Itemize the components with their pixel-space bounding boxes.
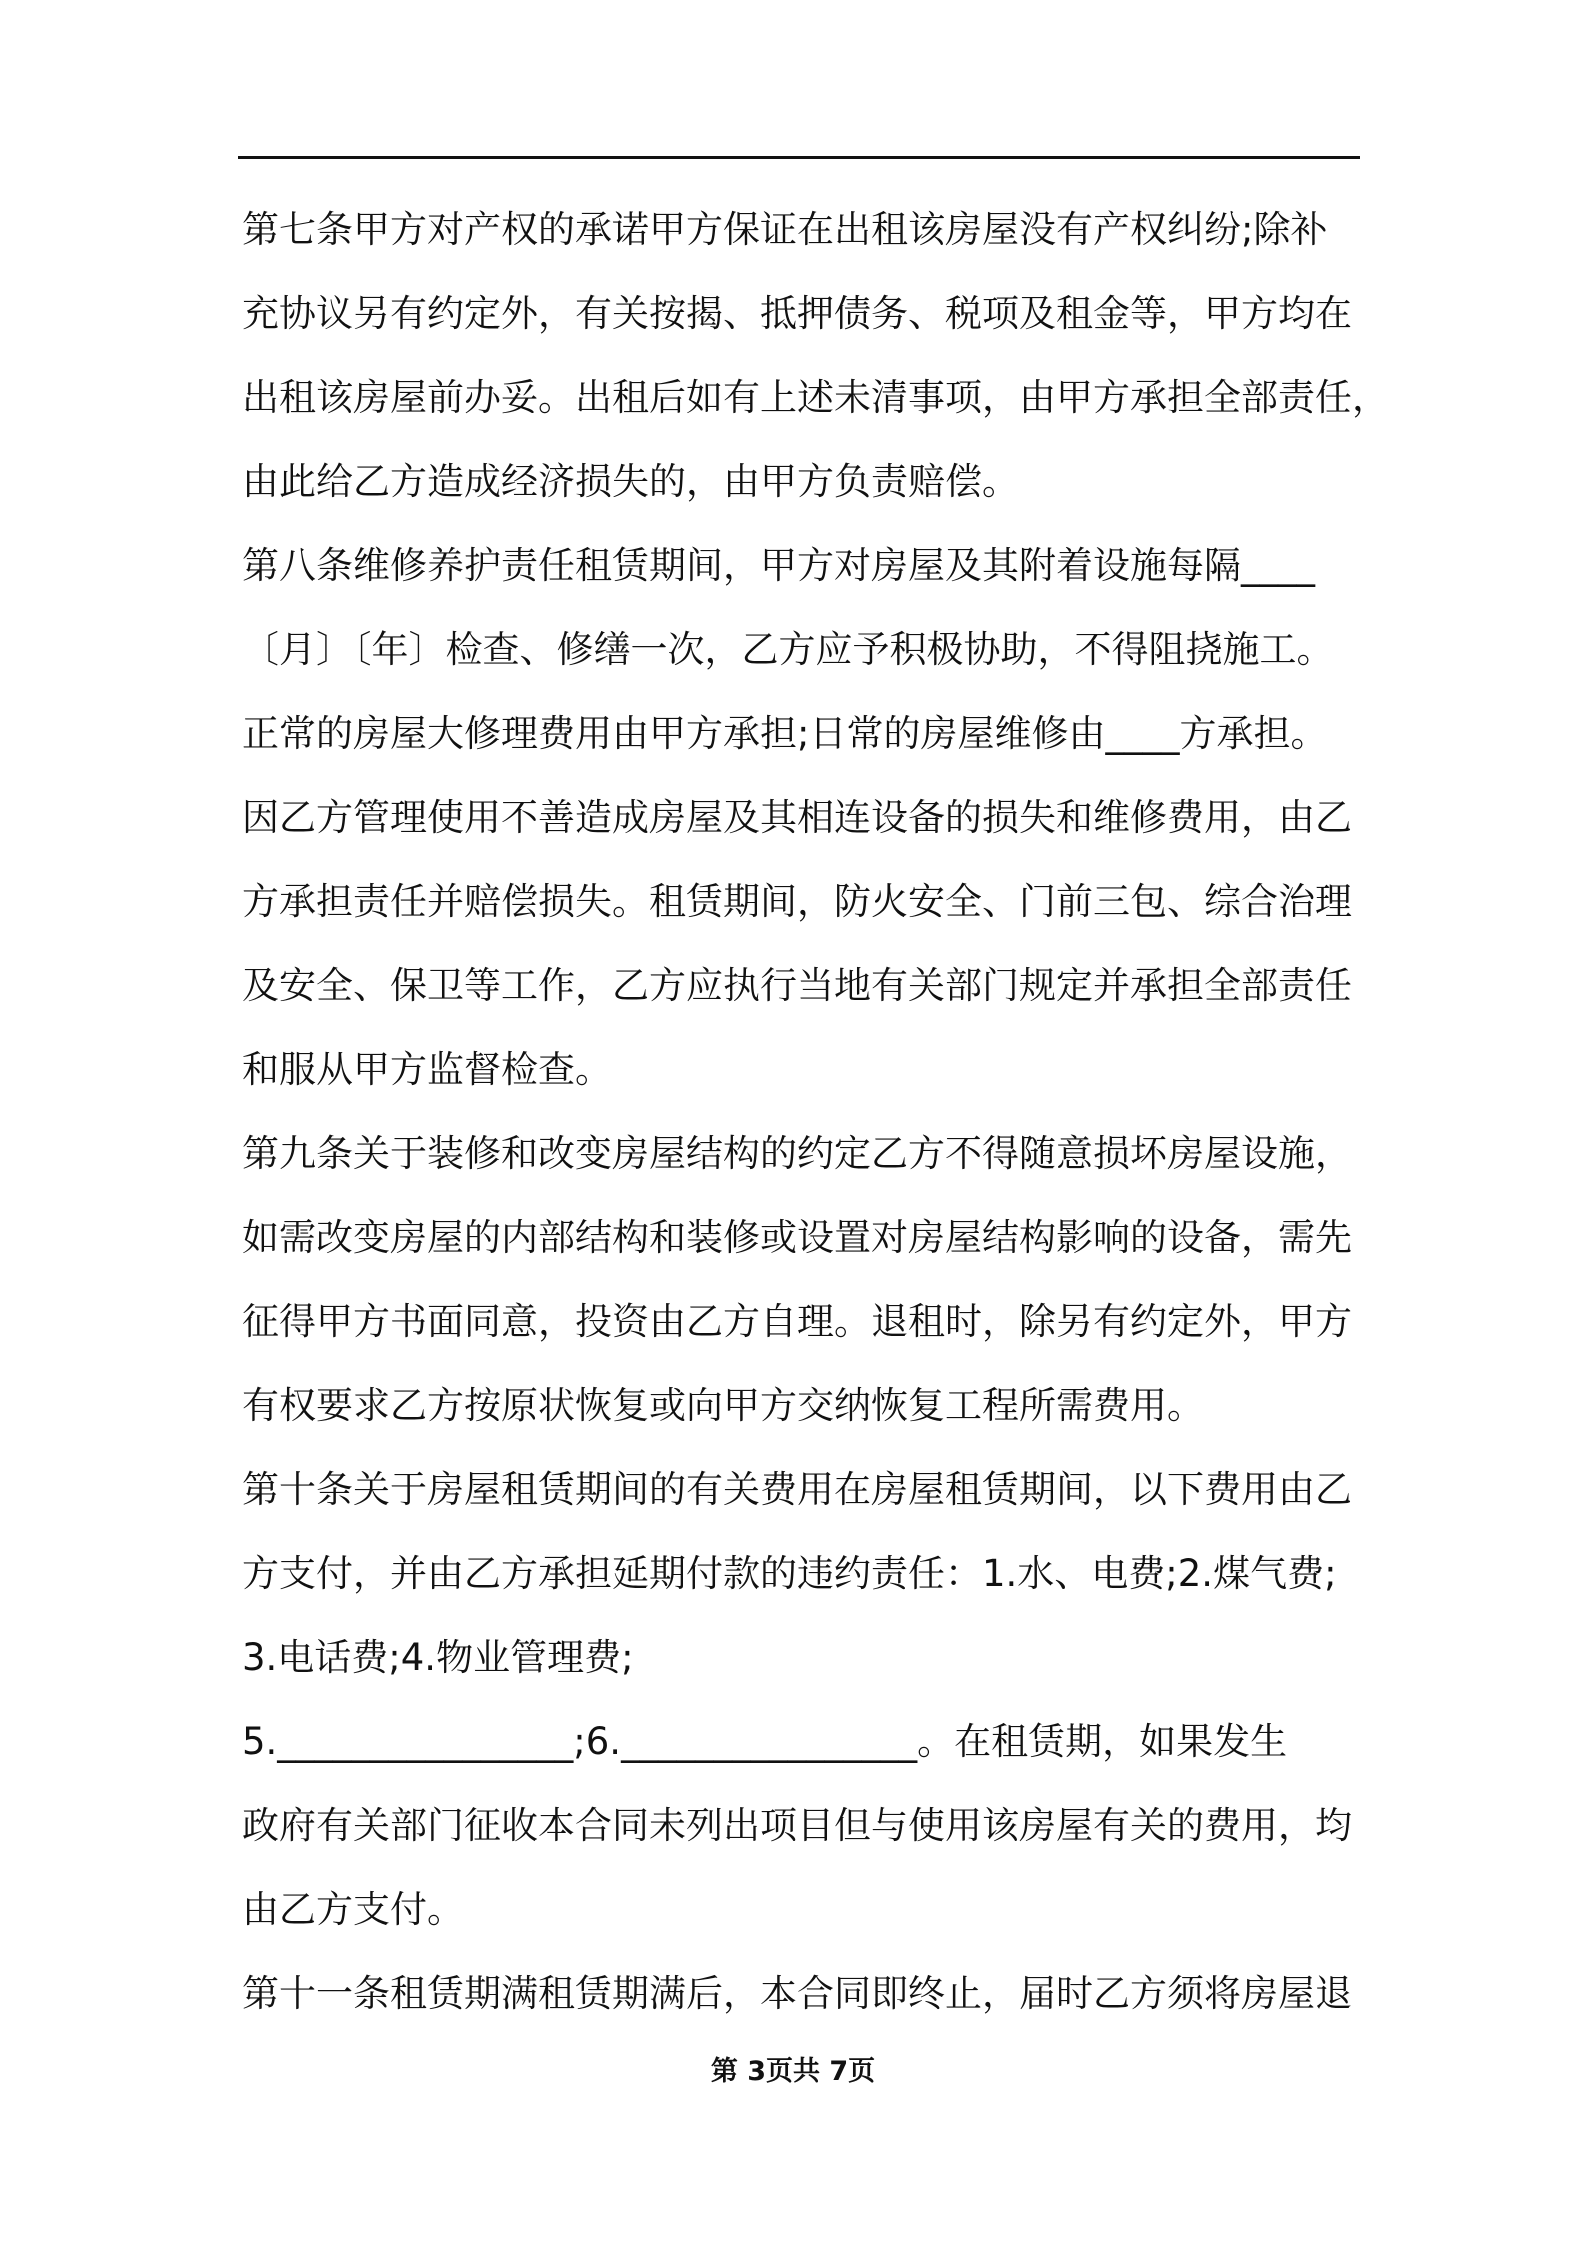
text-line: 由此给乙方造成经济损失的，由甲方负责赔偿。 bbox=[242, 460, 1019, 503]
document-body bbox=[242, 188, 1389, 2036]
text-line: 第十条关于房屋租赁期间的有关费用在房屋租赁期间，以下费用由乙 bbox=[242, 1468, 1352, 1511]
text-line: 政府有关部门征收本合同未列出项目但与使用该房屋有关的费用，均 bbox=[242, 1804, 1352, 1847]
text-line: 3.电话费;4.物业管理费; bbox=[242, 1636, 634, 1679]
text-line: 及安全、保卫等工作，乙方应执行当地有关部门规定并承担全部责任 bbox=[242, 964, 1352, 1007]
header-rule bbox=[238, 156, 1360, 159]
text-line: 如需改变房屋的内部结构和装修或设置对房屋结构影响的设备，需先 bbox=[242, 1216, 1352, 1259]
text-line: 和服从甲方监督检查。 bbox=[242, 1048, 612, 1091]
text-line: 第九条关于装修和改变房屋结构的约定乙方不得随意损坏房屋设施， bbox=[242, 1132, 1352, 1175]
text-line: 正常的房屋大修理费用由甲方承担;日常的房屋维修由____方承担。 bbox=[242, 712, 1328, 755]
text-line: 方承担责任并赔偿损失。租赁期间，防火安全、门前三包、综合治理 bbox=[242, 880, 1352, 923]
text-line: 〔月〕〔年〕检查、修缮一次，乙方应予积极协助，不得阻挠施工。 bbox=[242, 628, 1334, 671]
text-line: 出租该房屋前办妥。出租后如有上述未清事项，由甲方承担全部责任， bbox=[242, 376, 1389, 419]
text-line: 有权要求乙方按原状恢复或向甲方交纳恢复工程所需费用。 bbox=[242, 1384, 1204, 1427]
text-line: 征得甲方书面同意，投资由乙方自理。退租时，除另有约定外，甲方 bbox=[242, 1300, 1352, 1343]
page-number: 第 3页共 7页 bbox=[710, 2056, 876, 2087]
text-line: 方支付，并由乙方承担延期付款的违约责任：1.水、电费;2.煤气费; bbox=[242, 1552, 1337, 1595]
text-line: 第十一条租赁期满租赁期满后，本合同即终止，届时乙方须将房屋退 bbox=[242, 1972, 1352, 2015]
text-line: 充协议另有约定外，有关按揭、抵押债务、税项及租金等，甲方均在 bbox=[242, 292, 1352, 335]
text-line: 因乙方管理使用不善造成房屋及其相连设备的损失和维修费用，由乙 bbox=[242, 796, 1352, 839]
text-line: 由乙方支付。 bbox=[242, 1888, 464, 1931]
text-line: 第八条维修养护责任租赁期间，甲方对房屋及其附着设施每隔____ bbox=[242, 544, 1315, 587]
text-line: 5.________________;6.________________。在租赁期，如果发生 bbox=[242, 1720, 1288, 1763]
text-line: 第七条甲方对产权的承诺甲方保证在出租该房屋没有产权纠纷;除补 bbox=[242, 208, 1328, 251]
